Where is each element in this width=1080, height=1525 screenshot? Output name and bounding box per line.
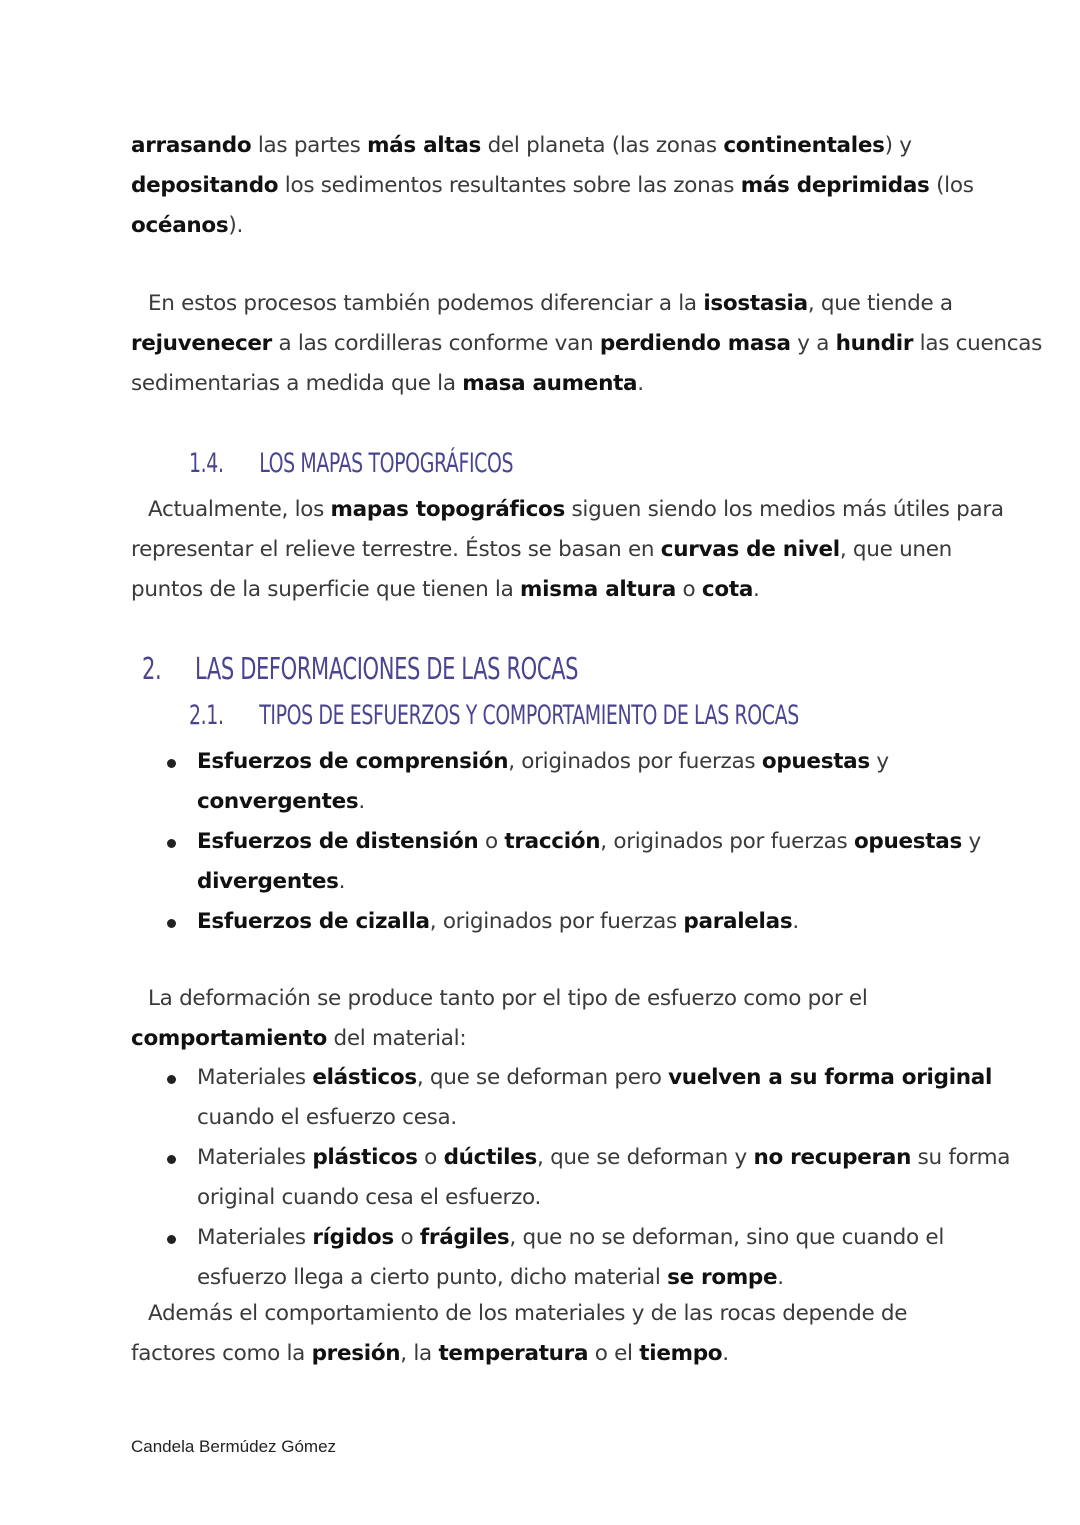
paragraph-line <box>131 979 951 1019</box>
text-run: las partes <box>251 133 368 158</box>
paragraph-factores <box>131 1294 951 1374</box>
bold-text-run: más deprimidas <box>740 173 930 198</box>
text-run: las cuencas <box>913 331 1043 356</box>
paragraph-line <box>131 1334 951 1374</box>
list-item-line <box>197 742 951 782</box>
text-run: representar el relieve terrestre. Éstos se basan en <box>131 537 661 562</box>
text-run: del material: <box>326 1026 467 1051</box>
bold-text-run: divergentes <box>197 869 339 894</box>
text-run: Materiales <box>197 1225 313 1250</box>
bold-text-run: rejuvenecer <box>131 331 272 356</box>
list-item-line <box>197 862 951 902</box>
bold-text-run: dúctiles <box>443 1145 538 1170</box>
list-item-line <box>197 1258 951 1298</box>
text-run: esfuerzo llega a cierto punto, dicho material <box>197 1265 668 1290</box>
text-run: sedimentarias a medida que la <box>131 371 463 396</box>
text-run: ) y <box>884 133 912 158</box>
bold-text-run: convergentes <box>197 789 359 814</box>
text-run: , que se deforman pero <box>416 1065 669 1090</box>
list-item-line <box>197 1098 951 1138</box>
bold-text-run: arrasando <box>131 133 252 158</box>
paragraph-line <box>131 530 951 570</box>
bold-text-run: opuestas <box>761 749 870 774</box>
bold-text-run: más altas <box>367 133 482 158</box>
bold-text-run: océanos <box>131 213 229 238</box>
bold-text-run: mapas topográficos <box>330 497 565 522</box>
bullet-icon <box>167 759 176 768</box>
heading-number: 1.4. <box>189 448 224 479</box>
bold-text-run: rígidos <box>312 1225 394 1250</box>
list-item <box>131 1138 1011 1218</box>
bullet-icon <box>167 1155 176 1164</box>
text-run: o <box>393 1225 420 1250</box>
list-item-line <box>197 1058 993 1098</box>
bold-text-run: comportamiento <box>131 1026 327 1051</box>
text-run: , que no se deforman, sino que cuando el <box>509 1225 944 1250</box>
paragraph-deformacion <box>131 979 951 1059</box>
text-run: ). <box>228 213 244 238</box>
text-run: del planeta (las zonas <box>481 133 724 158</box>
text-run: factores como la <box>131 1341 312 1366</box>
paragraph-line <box>131 324 1043 364</box>
section-heading-2 <box>142 652 578 687</box>
text-run: a las cordilleras conforme van <box>271 331 600 356</box>
bold-text-run: temperatura <box>438 1341 589 1366</box>
paragraph-line <box>131 1019 951 1059</box>
bold-text-run: isostasia <box>703 291 808 316</box>
text-run: , originados por fuerzas <box>600 829 854 854</box>
text-run: Materiales <box>197 1145 313 1170</box>
text-run: . <box>753 577 760 602</box>
bold-text-run: paralelas <box>683 909 793 934</box>
bold-text-run: no recuperan <box>753 1145 912 1170</box>
text-run: , que unen <box>839 537 952 562</box>
text-run: o <box>478 829 505 854</box>
paragraph-mapas <box>131 490 1004 610</box>
bold-text-run: Esfuerzos de distensión <box>197 829 479 854</box>
bullet-icon <box>167 839 176 848</box>
bold-text-run: Esfuerzos de comprensión <box>197 749 509 774</box>
text-run: o <box>417 1145 444 1170</box>
text-run: original cuando cesa el esfuerzo. <box>197 1185 542 1210</box>
text-run: La deformación se produce tanto por el tipo de esfuerzo como por el <box>148 986 868 1011</box>
paragraph-line <box>131 284 951 324</box>
bold-text-run: vuelven a su forma original <box>668 1065 993 1090</box>
text-run: Materiales <box>197 1065 313 1090</box>
bold-text-run: Esfuerzos de cizalla <box>197 909 430 934</box>
bold-text-run: tiempo <box>639 1341 723 1366</box>
text-run: y <box>961 829 981 854</box>
paragraph-line <box>131 1294 951 1334</box>
paragraph-erosion <box>131 126 974 246</box>
bold-text-run: se rompe <box>667 1265 778 1290</box>
bold-text-run: frágiles <box>419 1225 510 1250</box>
bold-text-run: continentales <box>723 133 885 158</box>
text-run: cuando el esfuerzo cesa. <box>197 1105 457 1130</box>
text-run: . <box>637 371 644 396</box>
paragraph-line <box>131 126 951 166</box>
bold-text-run: cota <box>701 577 754 602</box>
section-heading-1-4 <box>189 448 513 479</box>
text-run: (los <box>929 173 974 198</box>
text-run: . <box>722 1341 729 1366</box>
bold-text-run: perdiendo masa <box>599 331 791 356</box>
bullet-icon <box>167 919 176 928</box>
bold-text-run: tracción <box>504 829 601 854</box>
text-run: , que tiende a <box>807 291 953 316</box>
heading-title: LOS MAPAS TOPOGRÁFICOS <box>259 448 514 479</box>
bold-text-run: opuestas <box>853 829 962 854</box>
bold-text-run: misma altura <box>520 577 676 602</box>
bold-text-run: hundir <box>835 331 914 356</box>
text-run: siguen siendo los medios más útiles para <box>565 497 1004 522</box>
list-item <box>131 742 951 822</box>
text-run: y <box>869 749 889 774</box>
bold-text-run: elásticos <box>312 1065 417 1090</box>
section-heading-2-1 <box>189 700 799 731</box>
heading-title: LAS DEFORMACIONES DE LAS ROCAS <box>195 652 579 687</box>
list-item <box>131 822 981 902</box>
paragraph-line <box>131 570 951 610</box>
footer-author: Candela Bermúdez Gómez <box>131 1437 337 1456</box>
heading-number: 2. <box>142 652 162 687</box>
text-run: . <box>777 1265 784 1290</box>
bullet-icon <box>167 1075 176 1084</box>
text-run: En estos procesos también podemos diferenciar a la <box>148 291 704 316</box>
list-item-line <box>197 782 951 822</box>
list-item-line <box>197 1138 1011 1178</box>
paragraph-line <box>131 490 1004 530</box>
list-item-line <box>197 822 981 862</box>
paragraph-line <box>131 364 951 404</box>
paragraph-isostasia <box>131 284 1043 404</box>
paragraph-line <box>131 206 951 246</box>
material-types-list <box>131 1058 1011 1298</box>
text-run: . <box>792 909 799 934</box>
bold-text-run: presión <box>311 1341 401 1366</box>
text-run: Actualmente, los <box>148 497 331 522</box>
text-run: . <box>358 789 365 814</box>
bold-text-run: depositando <box>131 173 279 198</box>
list-item-line <box>197 1218 951 1258</box>
text-run: , originados por fuerzas <box>429 909 684 934</box>
bold-text-run: masa aumenta <box>462 371 638 396</box>
list-item <box>131 1058 993 1138</box>
bold-text-run: plásticos <box>312 1145 418 1170</box>
text-run: . <box>338 869 346 894</box>
list-item-line <box>197 902 951 942</box>
text-run: o el <box>588 1341 640 1366</box>
text-run: o <box>675 577 702 602</box>
text-run: y a <box>790 331 836 356</box>
paragraph-line <box>131 166 974 206</box>
text-run: puntos de la superficie que tienen la <box>131 577 521 602</box>
bullet-icon <box>167 1235 176 1244</box>
text-run: , originados por fuerzas <box>508 749 762 774</box>
list-item <box>131 902 951 942</box>
list-item <box>131 1218 951 1298</box>
text-run: Además el comportamiento de los materiales y de las rocas depende de <box>148 1301 908 1326</box>
bold-text-run: curvas de nivel <box>660 537 840 562</box>
heading-title: TIPOS DE ESFUERZOS Y COMPORTAMIENTO DE LAS ROCAS <box>259 700 799 731</box>
text-run: los sedimentos resultantes sobre las zonas <box>278 173 741 198</box>
text-run: , la <box>400 1341 439 1366</box>
heading-number: 2.1. <box>189 700 224 731</box>
text-run: , que se deforman y <box>537 1145 754 1170</box>
text-run: su forma <box>911 1145 1011 1170</box>
list-item-line <box>197 1178 951 1218</box>
stress-types-list <box>131 742 981 942</box>
